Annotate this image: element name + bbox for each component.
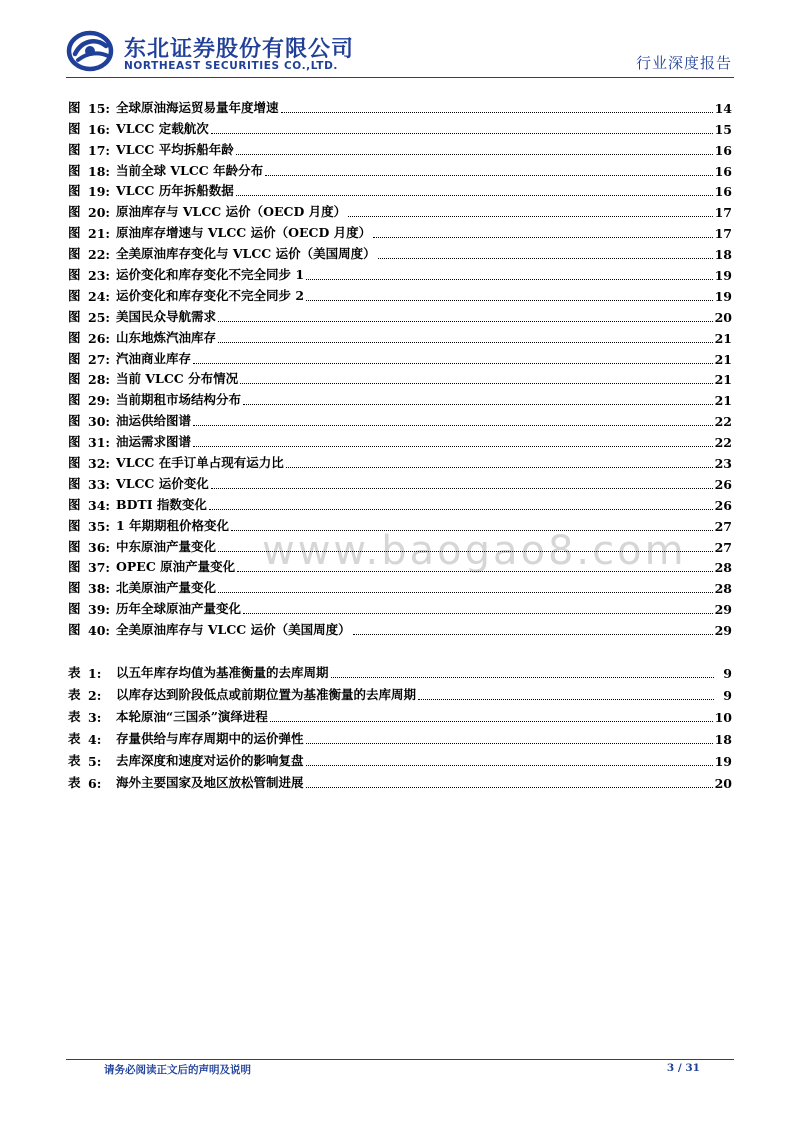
table-entry[interactable] <box>68 725 732 747</box>
dot-leader <box>265 174 713 176</box>
entry-title: 全美原油库存变化与 VLCC 运价（美国周度） <box>116 246 376 262</box>
entry-title: VLCC 定载航次 <box>116 120 209 136</box>
dot-leader <box>240 382 713 384</box>
dot-leader <box>211 132 713 134</box>
figure-entry[interactable] <box>68 137 732 158</box>
entry-prefix: 图 <box>68 559 81 575</box>
entry-title: 运价变化和库存变化不完全同步 1 <box>116 267 305 283</box>
entry-page: 22 <box>714 435 732 451</box>
figure-entry[interactable] <box>68 596 732 617</box>
entry-prefix: 图 <box>68 329 81 345</box>
entry-page: 28 <box>714 581 732 597</box>
entry-title: OPEC 原油产量变化 <box>116 559 236 575</box>
dot-leader <box>418 698 714 700</box>
company-logo-icon <box>66 30 118 72</box>
entry-prefix: 图 <box>68 350 81 366</box>
dot-leader <box>306 786 713 788</box>
company-name-cn: 东北证券股份有限公司 <box>124 37 355 62</box>
report-type: 行业深度报告 <box>635 54 732 72</box>
entry-number: 25: <box>88 309 111 325</box>
figure-entry[interactable] <box>68 492 732 513</box>
table-entry[interactable] <box>68 747 732 769</box>
dot-leader <box>193 445 713 447</box>
entry-title: 山东地炼汽油库存 <box>116 329 217 345</box>
entry-number: 24: <box>88 288 111 304</box>
entry-number: 3: <box>88 710 102 725</box>
dot-leader <box>236 153 713 155</box>
dot-leader <box>306 299 713 301</box>
dot-leader <box>243 403 713 405</box>
entry-number: 18: <box>88 163 111 179</box>
entry-title: 存量供给与库存周期中的运价弹性 <box>116 731 304 746</box>
figure-entry[interactable] <box>68 387 732 408</box>
entry-page: 15 <box>714 121 732 137</box>
entry-number: 17: <box>88 142 111 158</box>
figure-entry[interactable] <box>68 262 732 283</box>
entry-prefix: 表 <box>68 753 81 768</box>
figure-entry[interactable] <box>68 367 732 388</box>
entry-number: 36: <box>88 539 111 555</box>
entry-title: 1 年期期租价格变化 <box>116 517 230 533</box>
entry-page: 29 <box>714 602 732 618</box>
entry-prefix: 表 <box>68 687 81 702</box>
entry-page: 16 <box>714 163 732 179</box>
entry-prefix: 图 <box>68 183 81 199</box>
entry-prefix: 图 <box>68 371 81 387</box>
entry-prefix: 图 <box>68 204 81 220</box>
dot-leader <box>373 236 712 238</box>
figure-entry[interactable] <box>68 116 732 137</box>
entry-number: 37: <box>88 560 111 576</box>
entry-prefix: 图 <box>68 141 81 157</box>
dot-leader <box>193 362 713 364</box>
entry-number: 2: <box>88 688 102 703</box>
entry-prefix: 图 <box>68 434 81 450</box>
figure-entry[interactable] <box>68 534 732 555</box>
entry-number: 28: <box>88 372 111 388</box>
entry-number: 1: <box>88 666 102 681</box>
entry-number: 22: <box>88 247 111 263</box>
entry-number: 6: <box>88 776 102 791</box>
entry-number: 32: <box>88 456 111 472</box>
company-name-en: NORTHEAST SECURITIES CO.,LTD. <box>124 60 338 72</box>
entry-number: 31: <box>88 435 111 451</box>
entry-number: 23: <box>88 268 111 284</box>
dot-leader <box>193 424 713 426</box>
entry-title: 以五年库存均值为基准衡量的去库周期 <box>116 665 329 680</box>
entry-number: 30: <box>88 414 111 430</box>
entry-prefix: 图 <box>68 246 81 262</box>
entry-number: 16: <box>88 121 111 137</box>
dot-leader <box>231 529 713 531</box>
entry-page: 21 <box>714 393 732 409</box>
page-number: 3 / 31 <box>666 1062 700 1074</box>
entry-title: 全美原油库存与 VLCC 运价（美国周度） <box>116 622 351 638</box>
entry-page: 18 <box>714 247 732 263</box>
table-entry[interactable] <box>68 681 732 703</box>
entry-prefix: 图 <box>68 622 81 638</box>
entry-title: 当前全球 VLCC 年龄分布 <box>116 162 264 178</box>
entry-prefix: 表 <box>68 775 81 790</box>
figure-entry[interactable] <box>68 179 732 200</box>
entry-prefix: 图 <box>68 475 81 491</box>
entry-page: 29 <box>714 623 732 639</box>
header-divider <box>66 77 734 78</box>
entry-prefix: 图 <box>68 392 81 408</box>
entry-prefix: 图 <box>68 517 81 533</box>
entry-title: 当前 VLCC 分布情况 <box>116 371 239 387</box>
entry-title: 美国民众导航需求 <box>116 308 217 324</box>
entry-title: 油运供给图谱 <box>116 413 192 429</box>
entry-number: 27: <box>88 351 111 367</box>
entry-number: 34: <box>88 497 111 513</box>
entry-title: VLCC 运价变化 <box>116 475 209 491</box>
entry-title: 历年全球原油产量变化 <box>116 601 242 617</box>
table-entry[interactable] <box>68 659 732 681</box>
table-entry[interactable] <box>68 769 732 791</box>
dot-leader <box>378 257 713 259</box>
dot-leader <box>236 194 713 196</box>
entry-page: 23 <box>714 456 732 472</box>
dot-leader <box>331 676 714 678</box>
entry-number: 15: <box>88 100 111 116</box>
entry-number: 20: <box>88 205 111 221</box>
entry-prefix: 图 <box>68 538 81 554</box>
entry-page: 9 <box>723 666 732 681</box>
dot-leader <box>209 508 713 510</box>
entry-prefix: 图 <box>68 162 81 178</box>
entry-page: 21 <box>714 351 732 367</box>
entry-number: 39: <box>88 602 111 618</box>
entry-title: 运价变化和库存变化不完全同步 2 <box>116 287 305 303</box>
figure-entry[interactable] <box>68 471 732 492</box>
entry-prefix: 表 <box>68 665 81 680</box>
entry-number: 35: <box>88 518 111 534</box>
entry-page: 27 <box>714 518 732 534</box>
dot-leader <box>281 111 713 113</box>
entry-title: 全球原油海运贸易量年度增速 <box>116 99 279 115</box>
figure-entry[interactable] <box>68 241 732 262</box>
table-entry[interactable] <box>68 703 732 725</box>
entry-prefix: 图 <box>68 120 81 136</box>
dot-leader <box>306 278 713 280</box>
entry-title: 中东原油产量变化 <box>116 538 217 554</box>
figure-entry[interactable] <box>68 575 732 596</box>
figure-entry[interactable] <box>68 158 732 179</box>
entry-page: 19 <box>714 268 732 284</box>
dot-leader <box>286 466 713 468</box>
entry-prefix: 图 <box>68 308 81 324</box>
figure-entry[interactable] <box>68 617 732 638</box>
watermark: www.baogao8.com <box>262 528 687 574</box>
entry-title: 原油库存增速与 VLCC 运价（OECD 月度） <box>116 225 372 241</box>
entry-prefix: 图 <box>68 455 81 471</box>
dot-leader <box>270 720 713 722</box>
entry-title: 北美原油产量变化 <box>116 580 217 596</box>
entry-page: 21 <box>714 330 732 346</box>
entry-title: BDTI 指数变化 <box>116 496 207 512</box>
entry-title: 当前期租市场结构分布 <box>116 392 242 408</box>
entry-prefix: 图 <box>68 601 81 617</box>
entry-page: 21 <box>714 372 732 388</box>
entry-prefix: 图 <box>68 267 81 283</box>
entry-page: 17 <box>714 205 732 221</box>
entry-number: 5: <box>88 754 102 769</box>
entry-page: 28 <box>714 560 732 576</box>
entry-number: 26: <box>88 330 111 346</box>
entry-title: 去库深度和速度对运价的影响复盘 <box>116 753 304 768</box>
figure-entry[interactable] <box>68 450 732 471</box>
entry-title: VLCC 平均拆船年龄 <box>116 141 234 157</box>
entry-page: 16 <box>714 184 732 200</box>
figure-entry[interactable] <box>68 555 732 576</box>
dot-leader <box>218 341 713 343</box>
entry-number: 29: <box>88 393 111 409</box>
entry-number: 40: <box>88 623 111 639</box>
entry-prefix: 图 <box>68 287 81 303</box>
entry-page: 20 <box>714 309 732 325</box>
footer-disclaimer: 请务必阅读正文后的声明及说明 <box>104 1064 251 1076</box>
figure-entry[interactable] <box>68 283 732 304</box>
figure-entry[interactable] <box>68 346 732 367</box>
figure-entry[interactable] <box>68 513 732 534</box>
figure-entry[interactable] <box>68 429 732 450</box>
entry-title: 油运需求图谱 <box>116 434 192 450</box>
entry-title: VLCC 在手订单占现有运力比 <box>116 455 284 471</box>
dot-leader <box>243 612 713 614</box>
footer-divider <box>66 1059 734 1060</box>
entry-page: 20 <box>714 776 732 791</box>
entry-number: 33: <box>88 476 111 492</box>
entry-prefix: 图 <box>68 580 81 596</box>
entry-prefix: 表 <box>68 731 81 746</box>
entry-page: 26 <box>714 497 732 513</box>
entry-prefix: 图 <box>68 225 81 241</box>
figure-entry[interactable] <box>68 325 732 346</box>
table-list <box>68 659 732 791</box>
entry-title: 汽油商业库存 <box>116 350 192 366</box>
figure-entry[interactable] <box>68 220 732 241</box>
entry-page: 19 <box>714 754 732 769</box>
entry-page: 14 <box>714 100 732 116</box>
dot-leader <box>218 550 713 552</box>
figure-entry[interactable] <box>68 199 732 220</box>
entry-number: 38: <box>88 581 111 597</box>
entry-title: 海外主要国家及地区放松管制进展 <box>116 775 304 790</box>
dot-leader <box>218 320 713 322</box>
entry-prefix: 图 <box>68 496 81 512</box>
entry-title: 本轮原油“三国杀”演绎进程 <box>116 709 268 724</box>
dot-leader <box>211 487 713 489</box>
entry-page: 16 <box>714 142 732 158</box>
entry-prefix: 表 <box>68 709 81 724</box>
figure-list <box>68 95 732 638</box>
figure-entry[interactable] <box>68 95 732 116</box>
entry-number: 4: <box>88 732 102 747</box>
figure-entry[interactable] <box>68 408 732 429</box>
dot-leader <box>237 570 712 572</box>
entry-title: 原油库存与 VLCC 运价（OECD 月度） <box>116 204 347 220</box>
dot-leader <box>306 742 713 744</box>
page-header <box>0 0 800 90</box>
entry-title: 以库存达到阶段低点或前期位置为基准衡量的去库周期 <box>116 687 417 702</box>
entry-page: 26 <box>714 476 732 492</box>
entry-prefix: 图 <box>68 413 81 429</box>
entry-page: 9 <box>723 688 732 703</box>
entry-page: 17 <box>714 226 732 242</box>
entry-page: 27 <box>714 539 732 555</box>
entry-page: 19 <box>714 288 732 304</box>
entry-page: 18 <box>714 732 732 747</box>
entry-number: 19: <box>88 184 111 200</box>
entry-title: VLCC 历年拆船数据 <box>116 183 234 199</box>
dot-leader <box>353 633 713 635</box>
entry-prefix: 图 <box>68 99 81 115</box>
figure-entry[interactable] <box>68 304 732 325</box>
entry-number: 21: <box>88 226 111 242</box>
dot-leader <box>348 215 712 217</box>
entry-page: 22 <box>714 414 732 430</box>
dot-leader <box>306 764 713 766</box>
dot-leader <box>218 591 713 593</box>
entry-page: 10 <box>714 710 732 725</box>
